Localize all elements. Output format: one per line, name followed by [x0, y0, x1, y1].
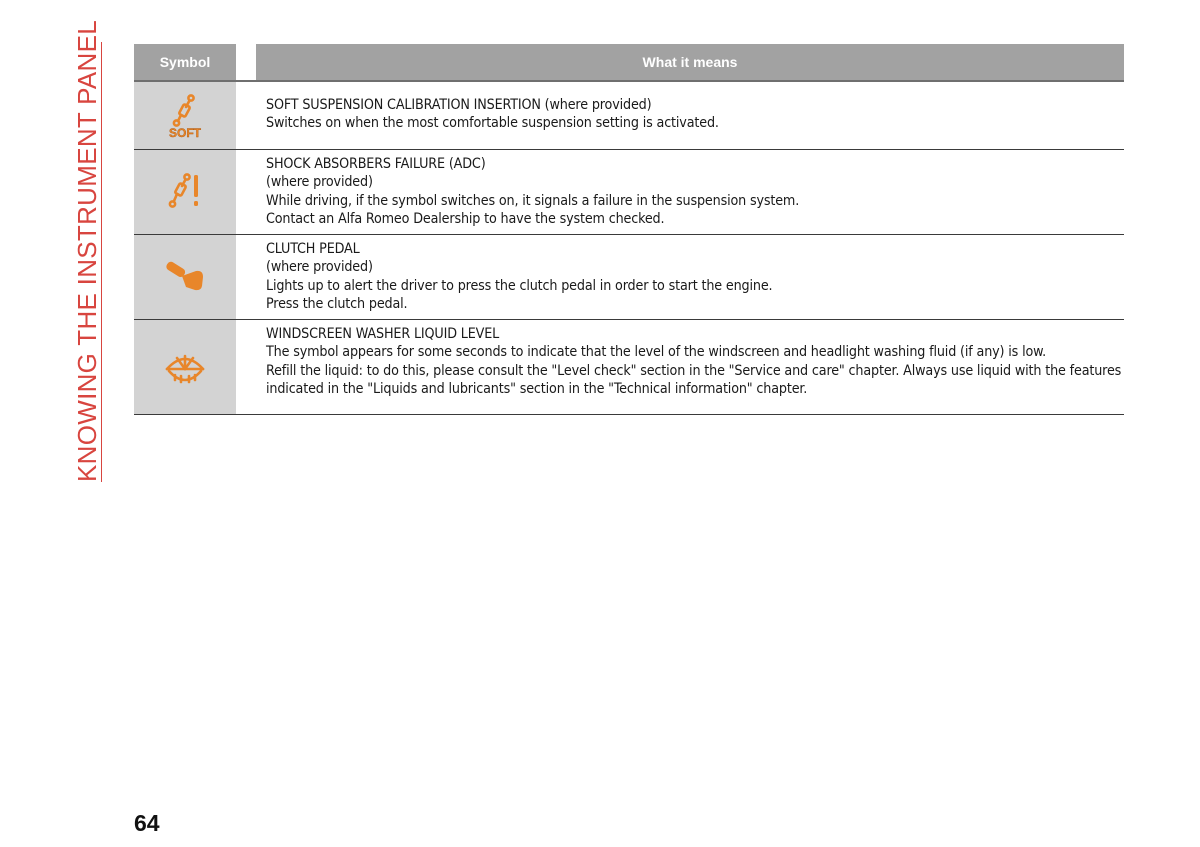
symbol-cell	[134, 320, 236, 414]
row-title: WINDSCREEN WASHER LIQUID LEVEL	[266, 326, 500, 342]
table-row	[134, 235, 1124, 320]
row-text: Lights up to alert the driver to press the clutch pedal in order to start the engine.	[266, 277, 773, 294]
symbol-cell	[134, 235, 236, 319]
row-text: While driving, if the symbol switches on, it signals a failure in the suspension system.	[266, 192, 800, 209]
table-row	[134, 150, 1124, 235]
header-meaning: What it means	[642, 54, 738, 70]
row-title: SHOCK ABSORBERS FAILURE (ADC)	[266, 156, 486, 172]
row-text: (where provided)	[266, 259, 373, 276]
meaning-cell	[236, 320, 1124, 414]
table-row	[134, 320, 1124, 415]
meaning-cell	[236, 150, 1124, 234]
row-text: Refill the liquid: to do this, please consult the "Level check" section in the "Service and care" chapter. Always use liquid with the features indicated in the "Liquids and lubricants" section in the "Technical information" chapter.	[266, 362, 1122, 397]
row-text: Press the clutch pedal.	[266, 295, 408, 312]
symbol-cell	[134, 150, 236, 234]
row-text: Switches on when the most comfortable suspension setting is activated.	[266, 115, 719, 132]
warning-lights-table	[134, 44, 1124, 415]
row-text: Contact an Alfa Romeo Dealership to have the system checked.	[266, 210, 665, 227]
meaning-cell	[236, 82, 1124, 149]
page-number: 64	[134, 810, 160, 836]
symbol-cell	[134, 82, 236, 149]
table-header	[134, 44, 1124, 80]
row-title: CLUTCH PEDAL	[266, 241, 360, 257]
row-text: The symbol appears for some seconds to indicate that the level of the windscreen and headlight washing fluid (if any) is low.	[266, 344, 1047, 361]
windscreen-washer-icon	[161, 347, 209, 387]
clutch-pedal-icon	[162, 259, 208, 295]
meaning-cell	[236, 235, 1124, 319]
table-row	[134, 82, 1124, 150]
soft-suspension-icon	[161, 93, 209, 139]
chapter-title: KNOWING THE INSTRUMENT PANEL	[72, 19, 102, 482]
soft-icon-label: SOFT	[169, 125, 201, 139]
header-symbol: Symbol	[134, 44, 256, 80]
row-text: (where provided)	[266, 174, 373, 191]
row-title: SOFT SUSPENSION CALIBRATION INSERTION (where provided)	[266, 97, 652, 113]
shock-absorber-failure-icon	[163, 172, 207, 212]
